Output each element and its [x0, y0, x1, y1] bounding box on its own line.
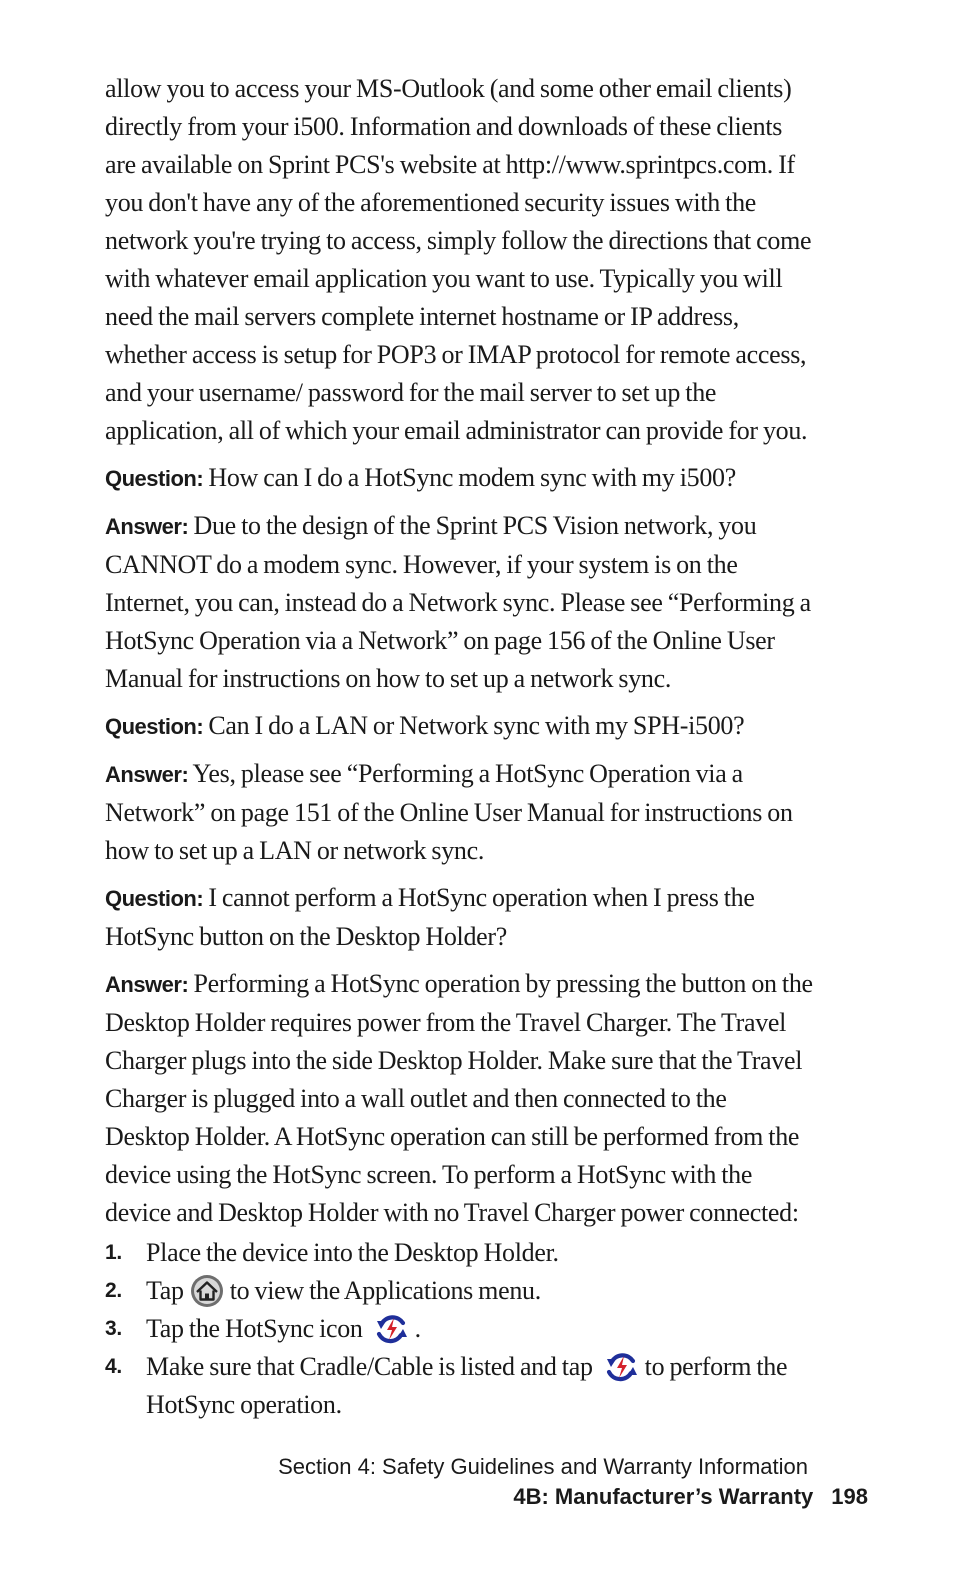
step-3 — [105, 1310, 815, 1348]
hotsync-icon — [605, 1350, 639, 1384]
page-number: 198 — [831, 1484, 868, 1509]
question-2 — [105, 707, 815, 746]
answer-label: Answer: — [105, 972, 189, 997]
home-icon — [190, 1274, 224, 1308]
intro-paragraph: allow you to access your MS-Outlook (and some other email clients) directly from your i500. Information and downloads of these clients are available on Sprint PCS's website at http://www.sprintpcs.com. If you don't have any of the aforementioned security issues with the network you're trying to access, simply follow the directions that come with whatever email application you want to use. Typically you will need the mail servers complete internet hostname or IP address, whether access is setup for POP3 or IMAP protocol for remote access, and your username/ password for the mail server to set up the application, all of which your email administrator can provide for you. — [105, 74, 812, 445]
answer-text: Due to the design of the Sprint PCS Vision network, you CANNOT do a modem sync. However, if your system is on the Internet, you can, instead do a Network sync. Please see “Performing a HotSync Operation via a Network” on page 156 of the Online User Manual for instructions on how to set up a network sync. — [105, 511, 811, 693]
question-label: Question: — [105, 714, 204, 739]
question-3 — [105, 879, 815, 956]
question-label: Question: — [105, 886, 204, 911]
answer-2 — [105, 755, 815, 870]
question-label: Question: — [105, 466, 204, 491]
step-text: Tap — [146, 1276, 184, 1305]
step-text: . — [414, 1314, 421, 1343]
steps-list — [105, 1234, 815, 1424]
step-number: 2. — [105, 1279, 122, 1302]
footer-section-title: Section 4: Safety Guidelines and Warranty Information — [278, 1454, 808, 1479]
step-text: Tap the HotSync icon — [146, 1314, 363, 1343]
step-number: 3. — [105, 1317, 122, 1340]
footer-chapter — [278, 1482, 868, 1512]
question-1 — [105, 459, 815, 498]
answer-label: Answer: — [105, 514, 189, 539]
answer-1 — [105, 507, 815, 698]
answer-label: Answer: — [105, 762, 189, 787]
hotsync-icon — [375, 1312, 409, 1346]
step-text: to view the Applications menu. — [229, 1276, 541, 1305]
step-4 — [105, 1348, 815, 1424]
question-text: I cannot perform a HotSync operation when I press the HotSync button on the Desktop Holder? — [105, 883, 755, 951]
step-number: 1. — [105, 1241, 122, 1264]
question-text: How can I do a HotSync modem sync with my i500? — [208, 463, 736, 492]
step-1 — [105, 1234, 815, 1272]
answer-3 — [105, 965, 815, 1232]
footer-chapter-title: 4B: Manufacturer’s Warranty — [513, 1484, 814, 1509]
step-text: Place the device into the Desktop Holder. — [146, 1238, 559, 1267]
step-number: 4. — [105, 1355, 122, 1378]
step-text: to perform the HotSync operation. — [146, 1352, 788, 1419]
step-text: Make sure that Cradle/Cable is listed and tap — [146, 1352, 593, 1381]
page-footer — [278, 1452, 868, 1512]
step-2 — [105, 1272, 815, 1310]
page-content — [105, 70, 815, 1424]
question-text: Can I do a LAN or Network sync with my SPH-i500? — [208, 711, 745, 740]
answer-text: Performing a HotSync operation by pressing the button on the Desktop Holder requires power from the Travel Charger. The Travel Charger plugs into the side Desktop Holder. Make sure that the Travel Charger is plugged into a wall outlet and then connected to the Desktop Holder. A HotSync operation can still be performed from the device using the HotSync screen. To perform a HotSync with the device and Desktop Holder with no Travel Charger power connected: — [105, 969, 813, 1227]
answer-text: Yes, please see “Performing a HotSync Operation via a Network” on page 151 of the Online User Manual for instructions on how to set up a LAN or network sync. — [105, 759, 793, 865]
